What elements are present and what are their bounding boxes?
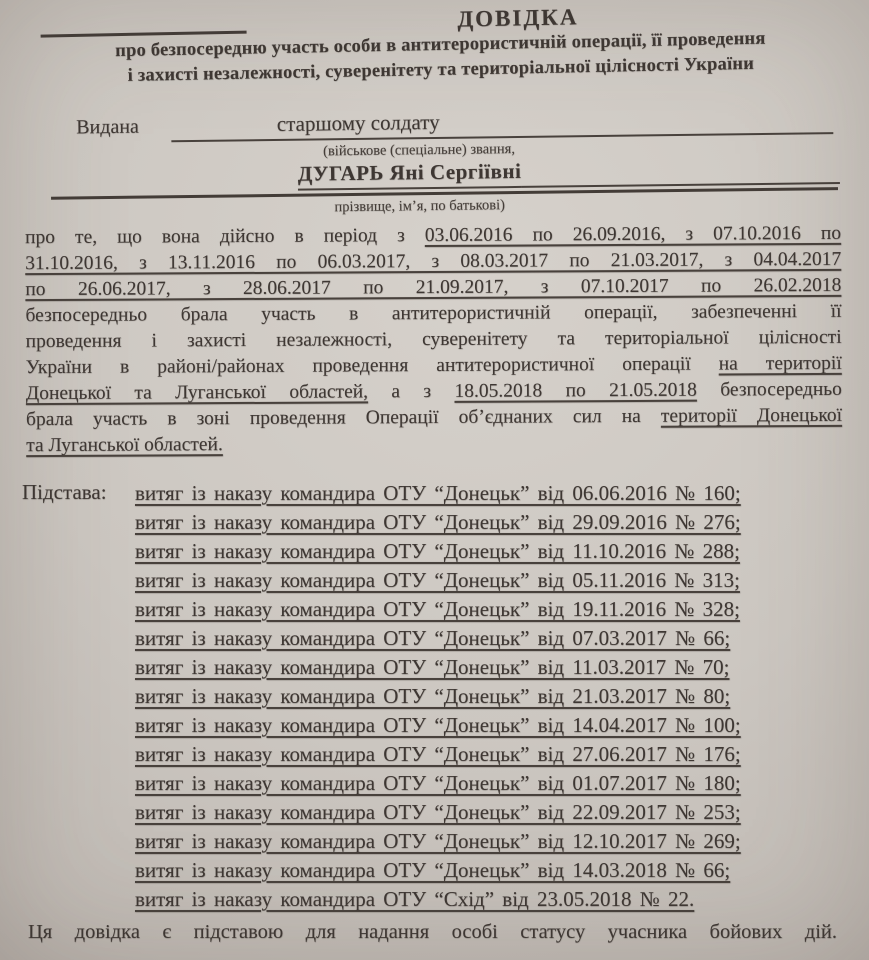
basis-item-text: витяг із наказу командира ОТУ “Донецьк” від 01.07.2017 № 180; xyxy=(135,771,741,795)
basis-item xyxy=(135,885,839,914)
basis-item xyxy=(135,508,839,537)
basis-item-text: витяг із наказу командира ОТУ “Донецьк” від 22.09.2017 № 253; xyxy=(135,800,741,824)
body-paragraph xyxy=(25,221,842,459)
underlined-text: території Донецької xyxy=(660,404,843,427)
basis-item-text: витяг із наказу командира ОТУ “Донецьк” від 21.03.2017 № 80; xyxy=(135,684,731,708)
name-underline-extension xyxy=(521,155,840,188)
plain-text: про те, що вона дійсно в період з xyxy=(25,225,425,249)
basis-label: Підстава: xyxy=(22,480,107,504)
basis-item-text: витяг із наказу командира ОТУ “Донецьк” від 11.03.2017 № 70; xyxy=(135,655,730,679)
basis-item-text: витяг із наказу командира ОТУ “Схід” від 23.05.2018 № 22. xyxy=(135,887,695,911)
basis-section xyxy=(0,479,869,914)
basis-item xyxy=(135,479,839,508)
recipient-name: ДУГАРЬ Яні Сергіївні xyxy=(298,159,522,191)
underlined-text: на території xyxy=(718,352,842,375)
basis-item-text: витяг із наказу командира ОТУ “Донецьк” від 06.06.2016 № 160; xyxy=(135,481,741,505)
plain-text: проведення і захисті незалежності, суверенітету та територіальної цілісності xyxy=(25,326,842,353)
document-subtitle-line2: і захисті незалежності, суверенітету та територіальної цілісності України xyxy=(127,53,755,86)
underlined-text: 31.10.2016, з 13.11.2016 по 06.03.2017, з 08.03.2017 по 21.03.2017, з 04.04.2017 xyxy=(25,248,842,275)
military-rank: старшому солдату xyxy=(276,109,440,136)
basis-item xyxy=(135,624,839,653)
footer-statement: Ця довідка є підставою для надання особі статусу учасника бойових дій. xyxy=(28,921,837,943)
document-subtitle-line1: про безпосередню участь особи в антитерористичній операції, її проведення xyxy=(115,28,766,62)
name-caption: прізвище, ім’я, по батькові) xyxy=(334,197,505,216)
plain-text: а з xyxy=(367,380,455,403)
name-left-spacer xyxy=(1,162,298,195)
basis-item-text: витяг із наказу командира ОТУ “Донецьк” від 14.04.2017 № 100; xyxy=(135,713,741,737)
body-line xyxy=(26,429,842,459)
basis-item xyxy=(135,798,839,827)
plain-text: України в районі/районах проведення антитерористичної операції xyxy=(25,353,719,379)
basis-item-text: витяг із наказу командира ОТУ “Донецьк” від 19.11.2016 № 328; xyxy=(135,597,740,621)
document-header xyxy=(0,0,869,90)
basis-item xyxy=(135,769,839,798)
basis-list xyxy=(135,479,839,914)
rank-caption: (військове (спеціальне) звання, xyxy=(322,141,516,160)
basis-item xyxy=(135,595,839,624)
underlined-text: 18.05.2018 по 21.05.2018 xyxy=(454,379,697,402)
basis-item xyxy=(135,682,839,711)
basis-item xyxy=(135,653,839,682)
basis-item-text: витяг із наказу командира ОТУ “Донецьк” від 05.11.2016 № 313; xyxy=(135,568,740,592)
document-title: ДОВІДКА xyxy=(457,4,579,32)
body-line xyxy=(26,403,842,433)
basis-item xyxy=(135,711,839,740)
basis-item-text: витяг із наказу командира ОТУ “Донецьк” від 12.10.2017 № 269; xyxy=(135,829,741,853)
issued-to-section xyxy=(0,105,869,221)
underlined-text: 03.06.2016 по 26.09.2016, з 07.10.2016 по xyxy=(424,222,842,247)
basis-item-text: витяг із наказу командира ОТУ “Донецьк” від 29.09.2016 № 276; xyxy=(135,510,741,534)
basis-item xyxy=(135,537,839,566)
underlined-text: Донецької та Луганської областей, xyxy=(25,381,369,405)
basis-item xyxy=(135,827,839,856)
plain-text: безпосередньо xyxy=(696,378,842,401)
underlined-text: та Луганської областей. xyxy=(26,434,223,457)
issued-label: Видана xyxy=(76,115,140,139)
plain-text: брала участь в зоні проведення Операції об’єднаних сил на xyxy=(25,405,661,431)
basis-item xyxy=(135,566,839,595)
underlined-text: по 26.06.2017, з 28.06.2017 по 21.09.2017, з 07.10.2017 по 26.02.2018 xyxy=(25,274,842,301)
basis-item xyxy=(135,740,839,769)
plain-text: безпосередньо брала участь в антитерористичній операції, забезпеченні її xyxy=(25,300,842,327)
basis-item-text: витяг із наказу командира ОТУ “Донецьк” від 27.06.2017 № 176; xyxy=(135,742,741,766)
basis-item xyxy=(135,856,839,885)
basis-item-text: витяг із наказу командира ОТУ “Донецьк” від 07.03.2017 № 66; xyxy=(135,626,731,650)
basis-item-text: витяг із наказу командира ОТУ “Донецьк” від 11.10.2016 № 288; xyxy=(135,539,740,563)
basis-item-text: витяг із наказу командира ОТУ “Донецьк” від 14.03.2018 № 66; xyxy=(135,858,731,882)
